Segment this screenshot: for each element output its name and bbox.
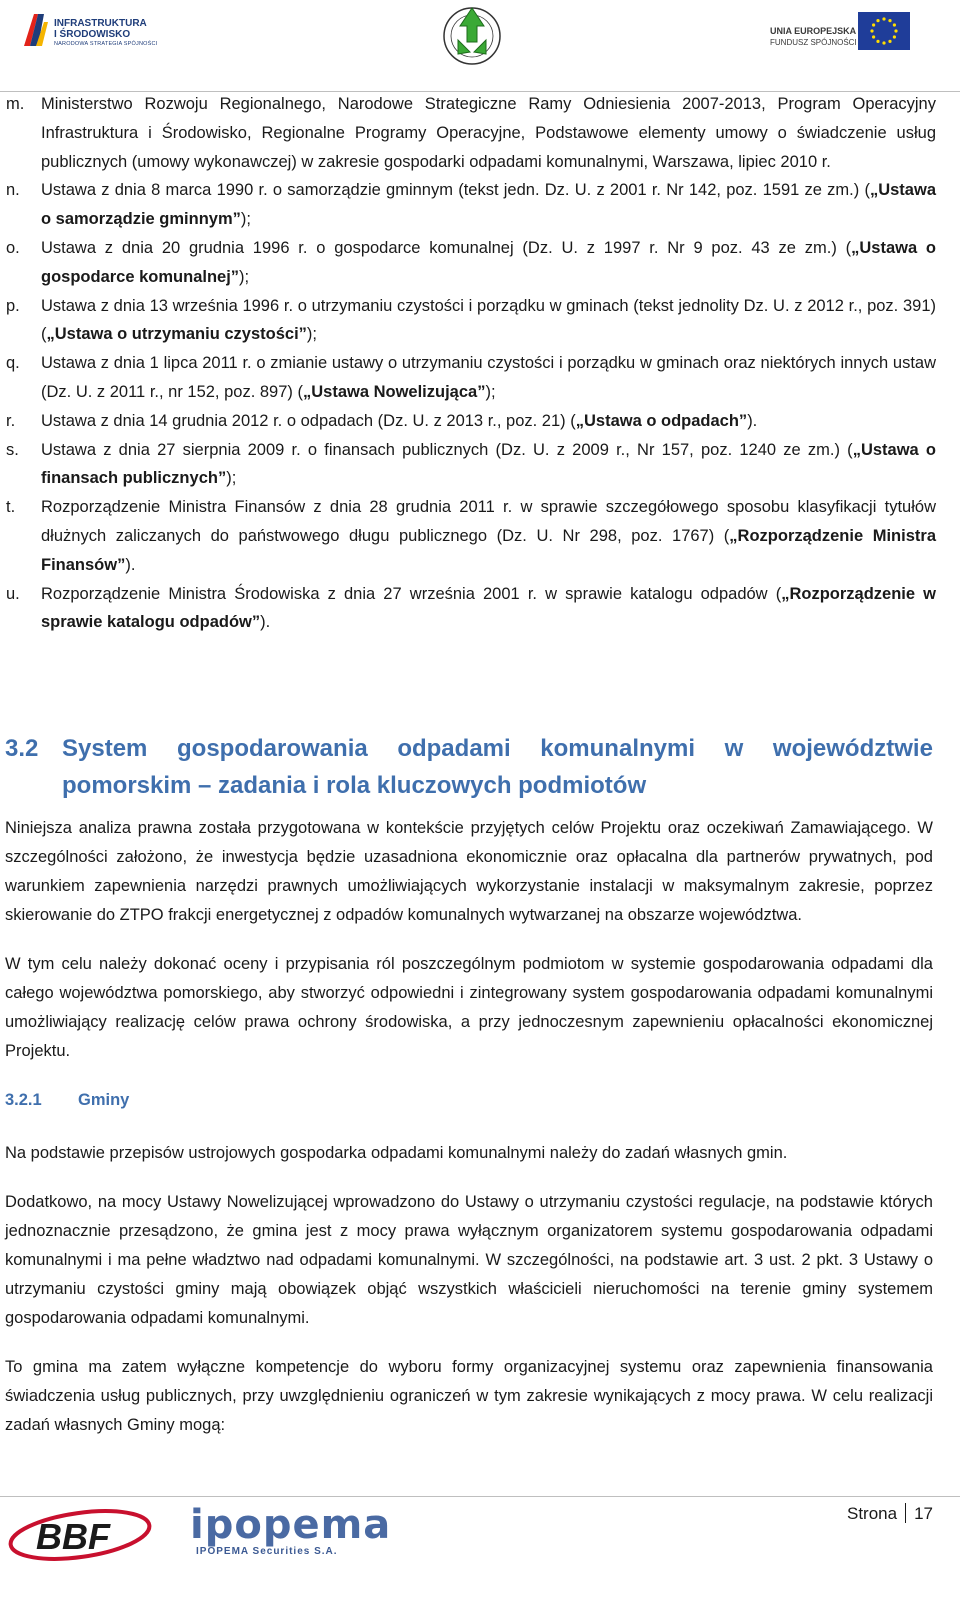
reference-item bbox=[0, 90, 936, 176]
reference-text: ); bbox=[485, 382, 496, 401]
reference-item bbox=[0, 292, 936, 350]
section-title-word: województwie bbox=[772, 735, 933, 762]
subsection-title: Gminy bbox=[78, 1091, 130, 1109]
eu-flag-icon bbox=[858, 12, 910, 50]
eu-logo-line2: FUNDUSZ SPÓJNOŚCI bbox=[770, 38, 857, 47]
reference-short-name: „Ustawa o finansach publicznych” bbox=[41, 440, 936, 488]
reference-text: ); bbox=[240, 210, 251, 229]
section-title-word: odpadami bbox=[397, 735, 511, 762]
reference-short-name: „Ustawa Nowelizująca” bbox=[302, 382, 486, 401]
section-heading bbox=[5, 730, 933, 804]
subsection-number: 3.2.1 bbox=[5, 1091, 42, 1109]
page-header bbox=[0, 0, 960, 90]
reference-text: Ustawa z dnia 1 lipca 2011 r. o zmianie ustawy o utrzymaniu czystości i porządku w gminach oraz niektórych innych ustaw (Dz. U. z 2011 r., nr 152, poz. 897) ( bbox=[41, 354, 936, 401]
page-separator bbox=[905, 1503, 906, 1523]
reference-item bbox=[0, 234, 936, 292]
reference-letter: r. bbox=[6, 411, 16, 430]
subsection-heading bbox=[5, 1086, 933, 1115]
page-label: Strona bbox=[846, 1504, 898, 1523]
section-3-2 bbox=[5, 730, 933, 1440]
section-title-word: w bbox=[724, 735, 744, 762]
infrastruktura-logo bbox=[22, 12, 172, 52]
reference-item bbox=[0, 407, 936, 436]
bbf-logo-text: BBF bbox=[36, 1516, 110, 1557]
section-title-word: System bbox=[62, 735, 148, 762]
section-number: 3.2 bbox=[5, 735, 39, 762]
reference-text: Ustawa z dnia 13 września 1996 r. o utrzymaniu czystości i porządku w gminach (tekst jednolity Dz. U. z 2012 r., poz. 391) ( bbox=[41, 296, 936, 344]
eu-cohesion-fund-logo bbox=[770, 12, 940, 58]
reference-text: Rozporządzenie Ministra Środowiska z dnia 27 września 2001 r. w sprawie katalogu odpadów ( bbox=[41, 584, 782, 603]
reference-short-name: „Ustawa o utrzymaniu czystości” bbox=[46, 325, 307, 344]
eu-logo-line1: UNIA EUROPEJSKA bbox=[770, 26, 857, 36]
section-title-line2: pomorskim – zadania i rola kluczowych podmiotów bbox=[62, 772, 647, 799]
reference-short-name: „Rozporządzenie Ministra Finansów” bbox=[41, 526, 936, 574]
reference-item bbox=[0, 580, 936, 638]
reference-text: ). bbox=[747, 411, 758, 430]
bbf-logo bbox=[6, 1505, 156, 1565]
paragraph: Dodatkowo, na mocy Ustawy Nowelizującej wprowadzono do Ustawy o utrzymaniu czystości regulacje, na podstawie których jednoznacznie przesądzono, że gmina jest z mocy prawa wyłącznym organizatorem systemu gospodarowania odpadami komunalnymi i ma pełne władztwo nad odpadami komunalnymi. W szczególności, na podstawie art. 3 ust. 2 pkt. 3 Ustawy o utrzymaniu czystości gminy mają obowiązek objąć wszystkich właścicieli nieruchomości na terenie gminy systemem gospodarowania odpadami komunalnymi. bbox=[5, 1193, 933, 1327]
reference-letter: o. bbox=[6, 238, 20, 257]
reference-letter: p. bbox=[6, 296, 20, 315]
footer-divider bbox=[0, 1496, 960, 1497]
reference-short-name: „Ustawa o odpadach” bbox=[575, 411, 748, 430]
infrastruktura-logo-line3: NARODOWA STRATEGIA SPÓJNOŚCI bbox=[54, 41, 158, 47]
ipopema-logo bbox=[190, 1500, 390, 1566]
reference-short-name: „Ustawa o gospodarce komunalnej” bbox=[41, 238, 937, 286]
reference-short-name: „Ustawa o samorządzie gminnym” bbox=[41, 181, 936, 229]
reference-letter: t. bbox=[6, 498, 16, 517]
page-number-value: 17 bbox=[914, 1504, 933, 1523]
reference-text: ); bbox=[226, 469, 237, 488]
legal-references-list bbox=[0, 90, 936, 637]
paragraph: W tym celu należy dokonać oceny i przypisania ról poszczególnym podmiotom w systemie gospodarowania odpadami dla całego województwa pomorskiego, aby stworzyć odpowiedni i zintegrowany system gospodarowania odpadami komunalnymi umożliwiający realizację celów prawa ochrony środowiska, a przy jednoczesnym zapewnieniu opłacalności ekonomicznej Projektu. bbox=[5, 955, 933, 1060]
paragraph: Niniejsza analiza prawna została przygotowana w kontekście przyjętych celów Projektu oraz oczekiwań Zamawiającego. W szczególności założono, że inwestycja będzie uzasadniona ekonomicznie oraz opłacalna dla partnerów prywatnych, pod warunkiem zapewnienia narzędzi prawnych umożliwiających wykorzystanie instalacji w maksymalnym zakresie, poprzez skierowanie do ZTPO frakcji energetycznej z odpadów komunalnych wytwarzanej na obszarze województwa. bbox=[5, 819, 933, 924]
reference-text: Ustawa z dnia 20 grudnia 1996 r. o gospodarce komunalnej (Dz. U. z 1997 r. Nr 9 poz. 43 ze zm.) ( bbox=[41, 238, 852, 257]
reference-item bbox=[0, 436, 936, 494]
reference-text: Ustawa z dnia 14 grudnia 2012 r. o odpadach (Dz. U. z 2013 r., poz. 21) ( bbox=[41, 411, 576, 430]
reference-item bbox=[0, 493, 936, 579]
ipopema-logo-subtitle: IPOPEMA Securities S.A. bbox=[196, 1546, 338, 1557]
infrastruktura-mark-icon bbox=[22, 12, 48, 48]
infrastruktura-logo-line1: INFRASTRUKTURA bbox=[54, 18, 147, 29]
municipal-association-logo-icon bbox=[440, 2, 504, 68]
reference-text: ); bbox=[239, 267, 250, 286]
reference-letter: u. bbox=[6, 584, 20, 603]
reference-text: Ustawa z dnia 27 sierpnia 2009 r. o finansach publicznych (Dz. U. z 2009 r., Nr 157, poz. 1240 ze zm.) ( bbox=[41, 440, 853, 459]
section-title-word: komunalnymi bbox=[540, 735, 695, 762]
reference-text: Rozporządzenie Ministra Finansów z dnia 28 grudnia 2011 r. w sprawie szczegółowego sposobu klasyfikacji tytułów dłużnych zaliczanych do państwowego długu publicznego (Dz. U. Nr 298, poz. 1767) ( bbox=[41, 498, 936, 545]
reference-item bbox=[0, 349, 936, 407]
reference-text: ). bbox=[260, 613, 271, 632]
page-number bbox=[847, 1503, 933, 1524]
reference-short-name: „Rozporządzenie w sprawie katalogu odpadów” bbox=[41, 584, 936, 632]
reference-item bbox=[0, 176, 936, 234]
reference-letter: n. bbox=[6, 181, 20, 200]
paragraph: Na podstawie przepisów ustrojowych gospodarka odpadami komunalnymi należy do zadań własnych gmin. bbox=[5, 1144, 788, 1162]
ipopema-logo-word: ipopema bbox=[190, 1502, 392, 1548]
reference-text: ); bbox=[306, 325, 318, 344]
reference-text: Ustawa z dnia 8 marca 1990 r. o samorządzie gminnym (tekst jedn. Dz. U. z 2001 r. Nr 142, poz. 1591 ze zm.) ( bbox=[41, 181, 870, 200]
reference-letter: m. bbox=[6, 95, 25, 113]
section-title-line1 bbox=[5, 730, 933, 767]
reference-text: Ministerstwo Rozwoju Regionalnego, Narodowe Strategiczne Ramy Odniesienia 2007-2013, Program Operacyjny Infrastruktura i Środowisko, Regionalne Programy Operacyjne, Podstawowe elementy umowy o świadczenie usług publicznych (umowy wykonawczej) w zakresie gospodarki odpadami komunalnymi, Warszawa, lipiec 2010 r. bbox=[41, 95, 936, 171]
paragraph: To gmina ma zatem wyłączne kompetencje do wyboru formy organizacyjnej systemu oraz zapewnienia finansowania świadczenia usług publicznych, przy uwzględnieniu ograniczeń w tym zakresie wynikających z mocy prawa. W celu realizacji zadań własnych Gminy mogą: bbox=[5, 1358, 933, 1434]
infrastruktura-logo-line2: I ŚRODOWISKO bbox=[54, 29, 131, 40]
section-title-word: gospodarowania bbox=[177, 735, 368, 762]
reference-letter: q. bbox=[6, 354, 20, 373]
reference-letter: s. bbox=[6, 440, 19, 459]
reference-text: ). bbox=[125, 555, 136, 574]
